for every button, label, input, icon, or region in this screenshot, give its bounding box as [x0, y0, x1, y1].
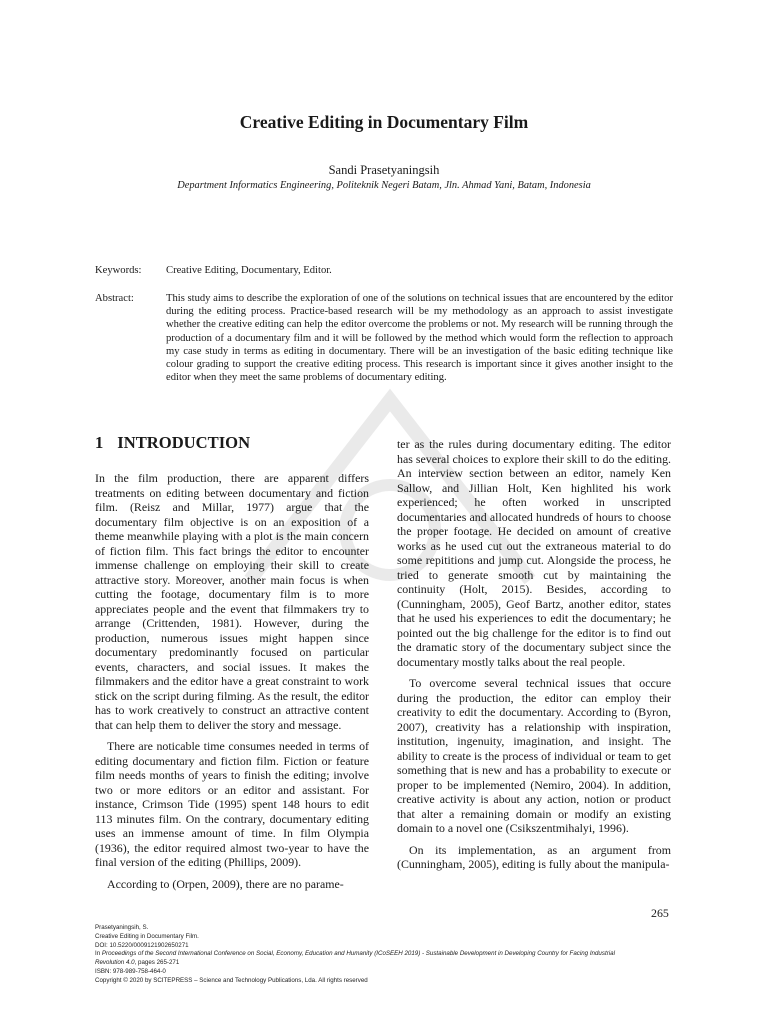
footer-copyright: Copyright © 2020 by SCITEPRESS – Science and Technology Publications, Lda. All rights reserved — [95, 976, 368, 984]
footer-pages: Revolution 4.0, pages 265-271 — [95, 959, 180, 967]
author-affiliation: Department Informatics Engineering, Politeknik Negeri Batam, Jln. Ahmad Yani, Batam, Indonesia — [177, 180, 591, 191]
abstract-label: Abstract: — [95, 293, 134, 304]
body-paragraph: To overcome several technical issues that occure during the production, the editor can employ their creativity to edit the documentary. According to (Byron, 2007), creativity has a relationship with inspiration, institution, ingenuity, imagination, and insight. The ability to create is the process of individual or team to get something that is new and has a probability to execute or proper to be implemented (Nemiro, 2004). In addition, creative activity is about any action, notion or product that alter a remaining domain or modify an existing domain to a novel one (Csikszentmihalyi, 1996). — [397, 676, 671, 835]
section-heading — [95, 432, 250, 454]
footer-isbn: ISBN: 978-989-758-464-0 — [95, 967, 166, 975]
author-name: Sandi Prasetyaningsih — [328, 163, 440, 177]
body-paragraph: According to (Orpen, 2009), there are no parame- — [107, 876, 344, 891]
citation-footer — [95, 924, 685, 986]
keywords-label: Keywords: — [95, 265, 142, 276]
footer-author: Prasetyaningsih, S. — [95, 924, 149, 931]
page-number: 265 — [651, 906, 669, 920]
footer-proceedings: In Proceedings of the Second International Conference on Social, Economy, Education and Humanity (ICoSEEH 2019) - Sustainable Development in Developing Country for Facing Industrial — [95, 950, 615, 958]
paper-title: Creative Editing in Documentary Film — [239, 112, 529, 132]
abstract-text: This study aims to describe the exploration of one of the solutions on technical issues that are encountered by the editor during the editing process. Practice-based research will be my methodology as an approach to assist investigate whether the creative editing can help the editor overcome the problems or not. My research will be running through the production of a documentary film and it will be followed by the method which would form the reflection to approach my case study in terms as editing in documentary. There will be an investigation of the basic editing technique like colour grading to support the creative editing process. This research is important since it gives another insight to the editor when they meet the same problems of documentary editing. — [166, 293, 673, 384]
body-paragraph: On its implementation, as an argument from (Cunningham, 2005), editing is fully about the manipula- — [397, 842, 671, 871]
keywords-text: Creative Editing, Documentary, Editor. — [166, 265, 332, 276]
section-title: INTRODUCTION — [117, 433, 251, 452]
footer-title: Creative Editing in Documentary Film. — [95, 932, 199, 940]
footer-doi: DOI: 10.5220/0009121902650271 — [95, 941, 189, 949]
body-paragraph: In the film production, there are apparent differs treatments on editing between documentary and fiction film. (Reisz and Millar, 1977) argue that the documentary film objective is on an exposition of a theme meanwhile playing with a plot is the main concern of fiction film. This fact brings the editor to encounter immense challenge on employing their skill to create attractive story. Moreover, another main focus is when cutting the footage, documentary film is to more appreciates people and the event that filmmakers try to arrange (Crittenden, 1981). However, during the production, numerous issues might happen since documentary predominantly focused on particular events, characters, and social issues. It makes the filmmakers and the editor have a great constraint to work stick on the script during filming. As the result, the editor has to work creatively to construct an attractive content that can help them to deliver the story and message. — [95, 471, 369, 732]
body-paragraph: There are noticable time consumes needed in terms of editing documentary and fiction film. Fiction or feature film needs months of years to finish the editing; involve two or more editors or an editor and assistant. For instance, Crimson Tide (1995) spent 148 hours to edit 113 minutes film. On the contrary, documentary editing uses an immense amount of time. In film Olympia (1936), the editor required almost two-year to have the final version of the editing (Phillips, 2009). — [95, 739, 369, 869]
right-column — [397, 437, 671, 879]
body-paragraph: ter as the rules during documentary editing. The editor has several choices to explore their skill to do the editing. An interview section between an editor, namely Ken Sallow, and Jillian Holt, Ken highlited his work experienced; he often worked in unscripted documentaries and allocated hundreds of hours to choose the proper footage. He decided on amount of creative works as he used cut out the extraneous material to do some repititions and jump cut. Alongside the process, he tried to generate smooth cut by maintaining the continuity (Holt, 2015). Besides, according to (Cunningham, 2005), Geof Bartz, another editor, states that he used his experiences to edit the documentary; he pointed out the big challenge for the editor is to find out the dramatic story of the documentary subject since the documentary mostly talks about the real people. — [397, 437, 671, 669]
section-number: 1 — [95, 433, 104, 452]
left-column — [95, 471, 369, 898]
